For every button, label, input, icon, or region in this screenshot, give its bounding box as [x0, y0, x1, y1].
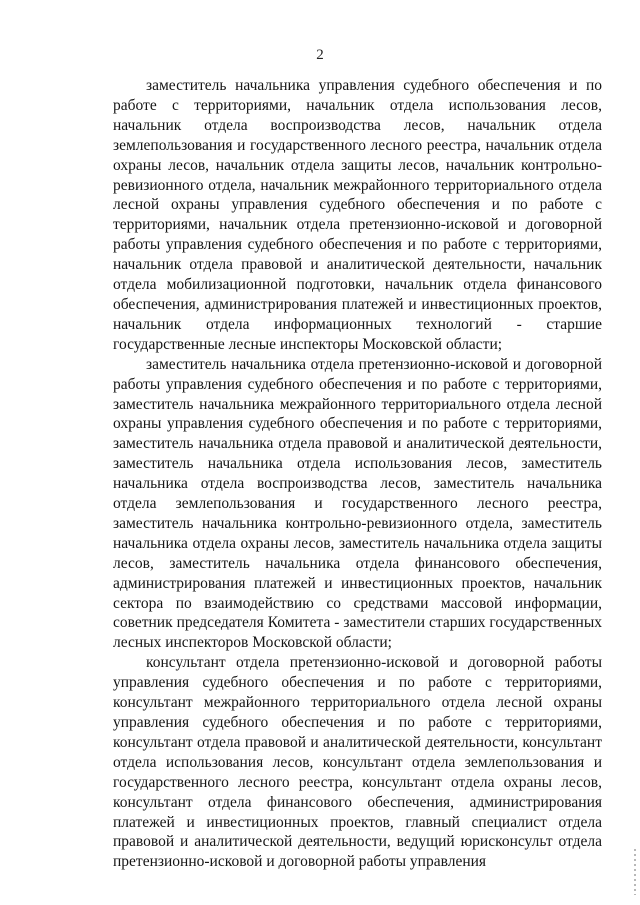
- scan-margin-mark: [634, 849, 636, 895]
- document-body: [113, 76, 602, 872]
- paragraph-senior-inspectors: заместитель начальника управления судебного обеспечения и по работе с территориями, начальник отдела использования лесов, начальник отдела воспроизводства лесов, начальник отдела землепользования и государственного лесного реестра, начальник отдела охраны лесов, начальник отдела защиты лесов, начальник контрольно-ревизионного отдела, начальник межрайонного территориального отдела лесной охраны управления судебного обеспечения и по работе с территориями, начальник отдела претензионно-исковой и договорной работы управления судебного обеспечения и по работе с территориями, начальник отдела правовой и аналитической деятельности, начальник отдела мобилизационной подготовки, начальник отдела финансового обеспечения, администрирования платежей и инвестиционных проектов, начальник отдела информационных технологий - старшие государственные лесные инспекторы Московской области;: [113, 77, 602, 353]
- page-number: 2: [316, 47, 324, 63]
- paragraph-deputy-senior-inspectors: заместитель начальника отдела претензионно-исковой и договорной работы управления судебного обеспечения и по работе с территориями, заместитель начальника межрайонного территориального отдела лесной охраны управления судебного обеспечения и по работе с территориями, заместитель начальника отдела правовой и аналитической деятельности, заместитель начальника отдела использования лесов, заместитель начальника отдела воспроизводства лесов, заместитель начальника отдела землепользования и государственного лесного реестра, заместитель начальника контрольно-ревизионного отдела, заместитель начальника отдела охраны лесов, заместитель начальника отдела защиты лесов, заместитель начальника отдела финансового обеспечения, администрирования платежей и инвестиционных проектов, начальник сектора по взаимодействию со средствами массовой информации, советник председателя Комитета - заместители старших государственных лесных инспекторов Московской области;: [113, 355, 602, 652]
- paragraph-consultants: консультант отдела претензионно-исковой и договорной работы управления судебного обеспечения и по работе с территориями, консультант межрайонного территориального отдела лесной охраны управления судебного обеспечения и по работе с территориями, консультант отдела правовой и аналитической деятельности, консультант отдела использования лесов, консультант отдела землепользования и государственного лесного реестра, консультант отдела охраны лесов, консультант отдела финансового обеспечения, администрирования платежей и инвестиционных проектов, главный специалист отдела правовой и аналитической деятельности, ведущий юрисконсульт отдела претензионно-исковой и договорной работы управления: [113, 654, 602, 871]
